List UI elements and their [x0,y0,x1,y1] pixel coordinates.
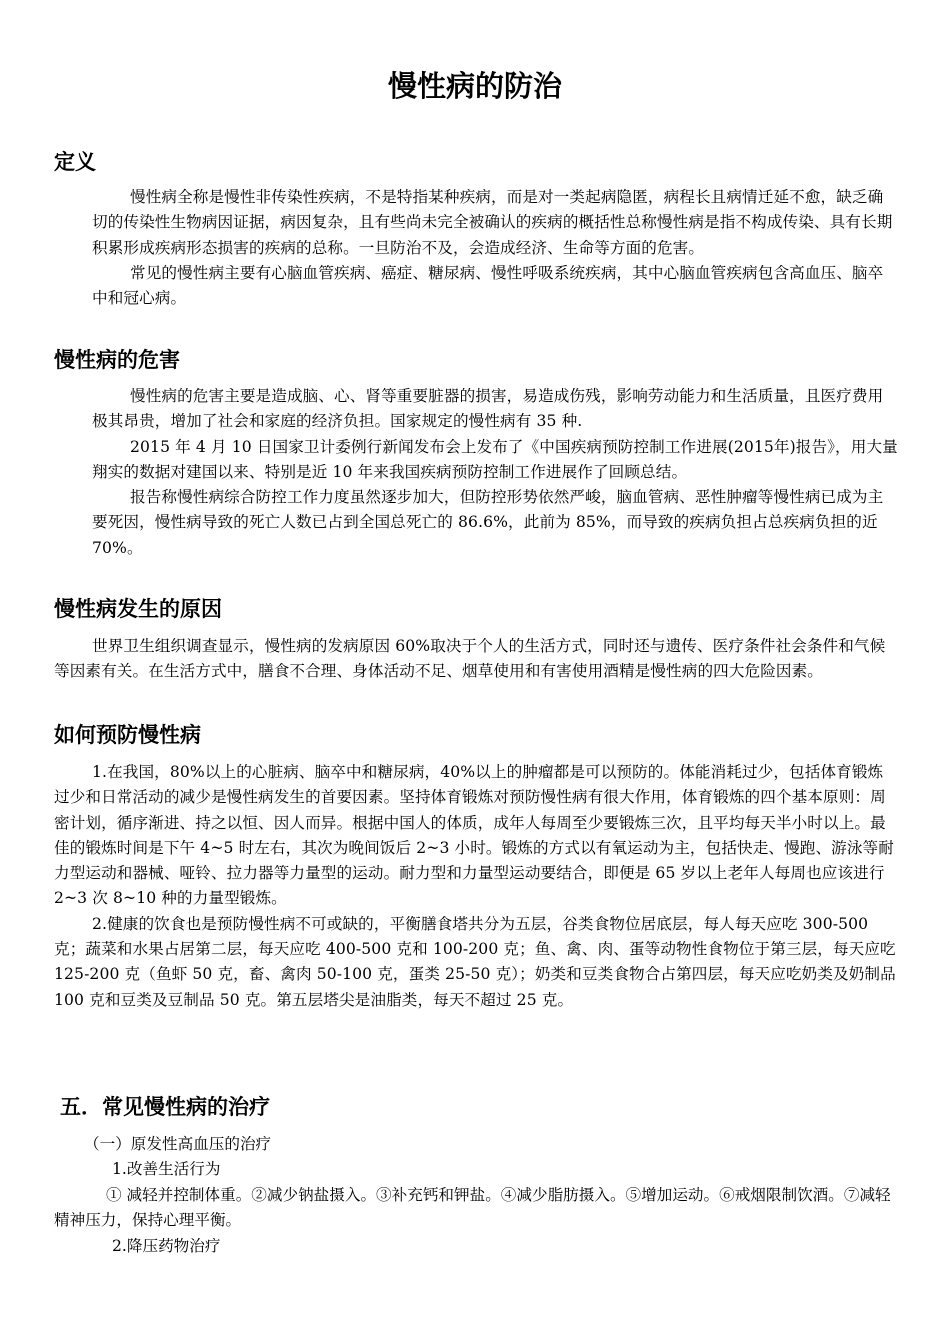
treatment-item-lifestyle-detail: ① 减轻并控制体重。②减少钠盐摄入。③补充钙和钾盐。④减少脂肪摄入。⑤增加运动。⑥戒烟限制饮酒。⑦减轻精神压力，保持心理平衡。 [54,1186,891,1229]
definition-body [92,185,898,311]
treatment-item-lifestyle: 1.改善生活行为 [112,1160,221,1178]
harm-paragraph-2: 2015 年 4 月 10 日国家卫计委例行新闻发布会上发布了《中国疾病预防控制工作进展(2015年)报告》，用大量翔实的数据对建国以来、特别是近 10 年来我国疾病预防控制工作进展作了回顾总结。 [92,437,898,481]
heading-causes: 慢性病发生的原因 [54,597,222,621]
harm-paragraph-3: 报告称慢性病综合防控工作力度虽然逐步加大，但防控形势依然严峻，脑血管病、恶性肿瘤等慢性病已成为主要死因，慢性病导致的死亡人数已占到全国总死亡的 86.6%，此前为 85%，而导致的疾病负担占总疾病负担的近 70%。 [92,488,884,557]
prevention-paragraph-1: 1.在我国，80%以上的心脏病、脑卒中和糖尿病，40%以上的肿瘤都是可以预防的。体能消耗过少，包括体育锻炼过少和日常活动的减少是慢性病发生的首要因素。坚持体育锻炼对预防慢性病有很大作用，体育锻炼的四个基本原则：周密计划，循序渐进、持之以恒、因人而异。根据中国人的体质，成年人每周至少要锻炼三次，且平均每天半小时以上。最佳的锻炼时间是下午 4~5 时左右，其次为晚间饭后 2~3 小时。锻炼的方式以有氧运动为主，包括快走、慢跑、游泳等耐力型运动和器械、哑铃、拉力器等力量型的运动。耐力型和力量型运动要结合，即便是 65 岁以上老年人每周也应该进行 2~3 次 8~10 种的力量型锻炼。 [54,763,894,908]
document-title: 慢性病的防治 [387,69,562,103]
harm-paragraph-1: 慢性病的危害主要是造成脑、心、肾等重要脏器的损害，易造成伤残，影响劳动能力和生活质量，且医疗费用极其昂贵，增加了社会和家庭的经济负担。国家规定的慢性病有 35 种. [92,387,884,431]
definition-paragraph-1: 慢性病全称是慢性非传染性疾病，不是特指某种疾病，而是对一类起病隐匿，病程长且病情迁延不愈，缺乏确切的传染性生物病因证据，病因复杂，且有些尚未完全被确认的疾病的概括性总称慢性病是指不构成传染、具有长期积累形成疾病形态损害的疾病的总称。一旦防治不及，会造成经济、生命等方面的危害。 [92,188,893,257]
heading-definition: 定义 [54,150,96,174]
heading-prevention: 如何预防慢性病 [54,723,201,747]
causes-paragraph: 世界卫生组织调查显示，慢性病的发病原因 60%取决于个人的生活方式，同时还与遗传、医疗条件社会条件和气候等因素有关。在生活方式中，膳食不合理、身体活动不足、烟草使用和有害使用酒精是慢性病的四大危险因素。 [54,637,886,681]
heading-harm: 慢性病的危害 [54,348,180,372]
definition-paragraph-2: 常见的慢性病主要有心脑血管疾病、癌症、糖尿病、慢性呼吸系统疾病，其中心脑血管疾病包含高血压、脑卒中和冠心病。 [92,263,884,308]
heading-treatment: 五．常见慢性病的治疗 [60,1095,270,1119]
treatment-subheading-hypertension: （一）原发性高血压的治疗 [84,1135,272,1153]
treatment-item-medication: 2.降压药物治疗 [112,1237,221,1255]
prevention-body [54,760,898,1013]
harm-body [92,384,898,561]
prevention-paragraph-2: 2.健康的饮食也是预防慢性病不可或缺的，平衡膳食塔共分为五层，谷类食物位居底层，每人每天应吃 300-500 克；蔬菜和水果占居第二层，每天应吃 400-500 克和 100-200 克；鱼、禽、肉、蛋等动物性食物位于第三层，每天应吃 125-200 克（鱼虾 50 克，畜、禽肉 50-100 克，蛋类 25-50 克）；奶类和豆类食物合占第四层，每天应吃奶类及奶制品 100 克和豆类及豆制品 50 克。第五层塔尖是油脂类，每天不超过 25 克。 [54,914,896,1009]
